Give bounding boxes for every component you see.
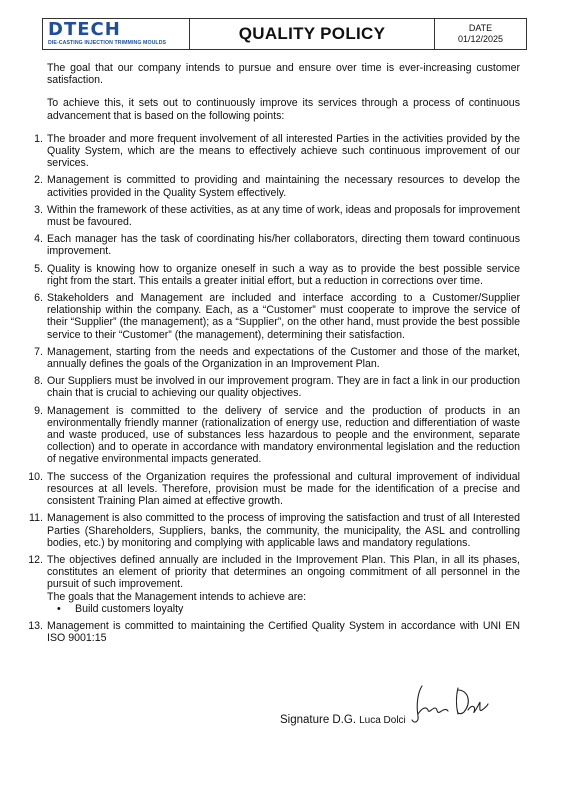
- point-number: 6.: [34, 292, 43, 305]
- point-extra-text: The goals that the Management intends to achieve are:: [47, 590, 307, 603]
- company-logo: [43, 19, 190, 49]
- title-cell: [190, 19, 435, 49]
- point-text: Management is also committed to the process of improving the satisfaction and trust of all Interested Parties (Shareholders, Suppliers, banks, the community, the municipality, the ASL and controlling bodies, etc.) by monitoring and complying with applicable laws and mandatory regulations.: [47, 512, 520, 549]
- point-number: 11.: [29, 512, 43, 525]
- point-text: Management is committed to providing and maintaining the necessary resources to develop the activities provided in the Quality System effectively.: [47, 174, 520, 199]
- point-text: Management is committed to the delivery of service and the production of products in an environmentally friendly manner (rationalization of energy use, reduction and differentiation of waste and waste produced, use of substances less hazardous to people and the environment, separate collection) and to operate in accordance with mandatory environmental legislation and the reduction of negative environmental impacts generated.: [47, 404, 520, 466]
- signature-block: [280, 680, 490, 726]
- intro-paragraph: To achieve this, it sets out to continuously improve its services through a process of continuous advancement that is based on the following points:: [47, 97, 520, 122]
- signatory-name: Luca Dolci: [359, 715, 406, 726]
- point-text: Within the framework of these activities, as at any time of work, ideas and proposals for improvement must be favoured.: [47, 203, 520, 229]
- point-text: Quality is knowing how to organize oneself in such a way as to provide the best possible service right from the start. This entails a greater initial effort, but a reduction in corrections over time.: [47, 262, 520, 287]
- policy-point: [20, 375, 520, 399]
- point-number: 3.: [34, 203, 43, 216]
- policy-point: [20, 471, 520, 508]
- point-text: Management, starting from the needs and expectations of the Customer and those of the market, annually defines the goals of the Organization in an Improvement Plan.: [47, 345, 520, 371]
- date-value: 01/12/2025: [457, 34, 504, 44]
- policy-point: [20, 292, 520, 341]
- policy-point: [20, 174, 520, 198]
- point-number: 9.: [34, 404, 43, 417]
- point-number: 5.: [34, 262, 43, 275]
- document-header: [42, 18, 527, 50]
- goal-text: Build customers loyalty: [75, 602, 184, 615]
- policy-point: [20, 620, 520, 644]
- point-text: Stakeholders and Management are included and interface according to a Customer/Supplier relationship within the company. Each, as a “Customer” must cooperate to improve the service of their “Supplier” (the management); as a “Supplier”, on the other hand, must provide the best possible service to their “Customer” (the management), determining their satisfaction.: [47, 292, 520, 341]
- signature-label: Signature D.G.: [280, 714, 357, 726]
- logo-subtitle: DIE-CASTING INJECTION TRIMMING MOULDS: [48, 40, 167, 46]
- point-number: 1.: [34, 132, 43, 145]
- policy-point: [20, 233, 520, 257]
- point-text: The success of the Organization requires the professional and cultural improvement of individual resources at all levels. Therefore, provision must be made for the identification of a precise and consistent Training Plan aimed at effective growth.: [47, 470, 520, 508]
- point-text: The objectives defined annually are included in the Improvement Plan. This Plan, in all its phases, constitutes an element of priority that determines an ongoing commitment of all personnel in the pursuit of such improvement.: [47, 553, 520, 591]
- policy-points-list: [20, 133, 520, 645]
- bullet-icon: •: [57, 602, 61, 615]
- logo-wordmark: DTECH: [48, 19, 121, 40]
- document-title: QUALITY POLICY: [238, 24, 386, 43]
- point-number: 2.: [34, 174, 43, 187]
- policy-point: [20, 133, 520, 170]
- policy-point: [20, 512, 520, 549]
- handwritten-signature: [408, 680, 490, 726]
- policy-body: [20, 62, 520, 649]
- point-number: 7.: [34, 345, 43, 358]
- policy-point: [20, 204, 520, 228]
- point-number: 12.: [28, 553, 43, 566]
- policy-point: [20, 346, 520, 370]
- policy-point: [20, 554, 520, 615]
- point-text: Our Suppliers must be involved in our improvement program. They are in fact a link in our production chain that is crucial to achieving our quality objectives.: [47, 375, 520, 400]
- goal-bullet: [57, 603, 520, 615]
- point-text: Each manager has the task of coordinating his/her collaborators, directing them toward continuous improvement.: [47, 233, 520, 258]
- intro-paragraph: The goal that our company intends to pursue and ensure over time is ever-increasing customer satisfaction.: [47, 62, 520, 87]
- policy-point: [20, 263, 520, 287]
- point-number: 4.: [34, 233, 43, 246]
- point-text: The broader and more frequent involvement of all interested Parties in the activities provided by the Quality System, which are the means to effectively achieve such continuous improvement of our services.: [47, 132, 520, 170]
- point-number: 13.: [28, 619, 43, 632]
- date-label: DATE: [468, 23, 493, 33]
- date-cell: [435, 19, 526, 49]
- point-number: 8.: [34, 375, 43, 388]
- point-text: Management is committed to maintaining the Certified Quality System in accordance with UNI EN ISO 9001:15: [47, 619, 520, 645]
- point-number: 10.: [28, 470, 43, 483]
- point-body: [47, 554, 520, 615]
- policy-point: [20, 405, 520, 466]
